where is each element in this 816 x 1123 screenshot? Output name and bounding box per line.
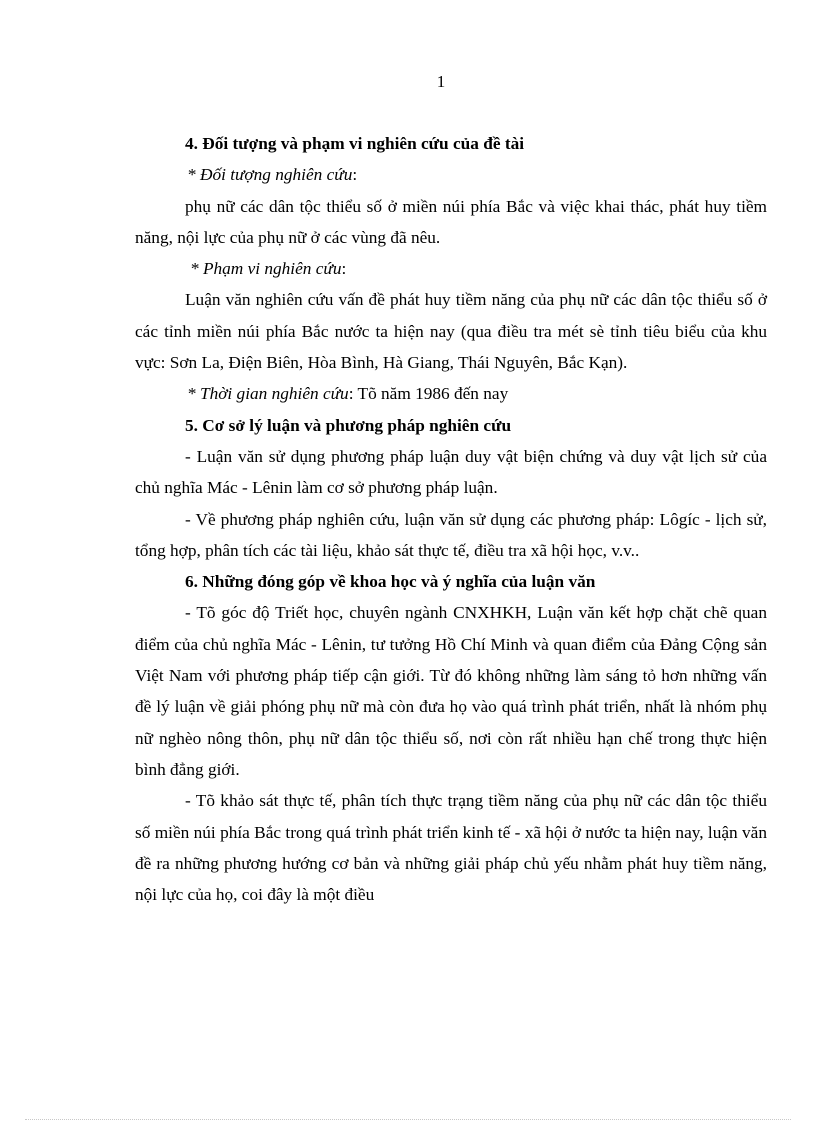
page-content (135, 128, 767, 910)
methodology-paragraph: - Luận văn sử dụng phương pháp luận duy vật biện chứng và duy vật lịch sử của chủ nghĩa Mác - Lênin làm cơ sở phương pháp luận. (135, 446, 767, 498)
contribution-paragraph-2: - Tõ khảo sát thực tế, phân tích thực trạng tiềm năng của phụ nữ các dân tộc thiểu số miền núi phía Bắc trong quá trình phát triển kinh tế - xã hội ở nước ta hiện nay, luận văn đề ra những phương hướng cơ bản và những giải pháp chủ yếu nhằm phát huy tiềm năng, nội lực của họ, coi đây là một điều (135, 791, 767, 905)
methods-paragraph: - Về phương pháp nghiên cứu, luận văn sử dụng các phương pháp: Lôgíc - lịch sử, tổng hợp, phân tích các tài liệu, khảo sát thực tế, điều tra xã hội học, v.v.. (135, 509, 767, 560)
research-time-label: * Thời gian nghiên cứu (187, 384, 349, 404)
research-time-line (135, 378, 767, 409)
research-object-paragraph: phụ nữ các dân tộc thiểu số ở miền núi phía Bắc và việc khai thác, phát huy tiềm năng, nội lực của phụ nữ ở các vùng đã nêu. (135, 196, 767, 247)
contribution-paragraph-1: - Tõ góc độ Triết học, chuyên ngành CNXHKH, Luận văn kết hợp chặt chẽ quan điểm của chủ nghĩa Mác - Lênin, tư tưởng Hồ Chí Minh và quan điểm của Đảng Cộng sản Việt Nam với phương pháp tiếp cận giới. Từ đó không những làm sáng tỏ hơn những vấn đề lý luận về giải phóng phụ nữ mà còn đưa họ vào quá trình phát triển, nhất là nhóm phụ nữ nghèo nông thôn, phụ nữ dân tộc thiểu số, nơi còn rất nhiều hạn chế trong thực hiện bình đẳng giới. (135, 603, 767, 779)
research-object-label: * Đối tượng nghiên cứu (187, 165, 353, 185)
section-5-heading: 5. Cơ sở lý luận và phương pháp nghiên cứu (185, 415, 512, 435)
research-scope-line (135, 253, 767, 284)
research-object-suffix: : (352, 165, 358, 185)
research-scope-label: * Phạm vi nghiên cứu (190, 259, 342, 279)
page-bottom-divider (25, 1119, 791, 1120)
research-scope-paragraph: Luận văn nghiên cứu vấn đề phát huy tiềm năng của phụ nữ các dân tộc thiểu số ở các tỉnh miền núi phía Bắc nước ta hiện nay (qua điều tra mét sè tỉnh tiêu biểu của khu vực: Sơn La, Điện Biên, Hòa Bình, Hà Giang, Thái Nguyên, Bắc Kạn). (135, 290, 767, 373)
section-4-heading: 4. Đối tượng và phạm vi nghiên cứu của đề tài (185, 134, 525, 153)
research-object-line (135, 159, 767, 190)
page-number: 1 (436, 72, 446, 91)
research-scope-suffix: : (341, 259, 347, 279)
section-6-heading: 6. Những đóng góp về khoa học và ý nghĩa của luận văn (185, 572, 596, 592)
research-time-suffix: : Tõ năm 1986 đến nay (348, 384, 509, 404)
